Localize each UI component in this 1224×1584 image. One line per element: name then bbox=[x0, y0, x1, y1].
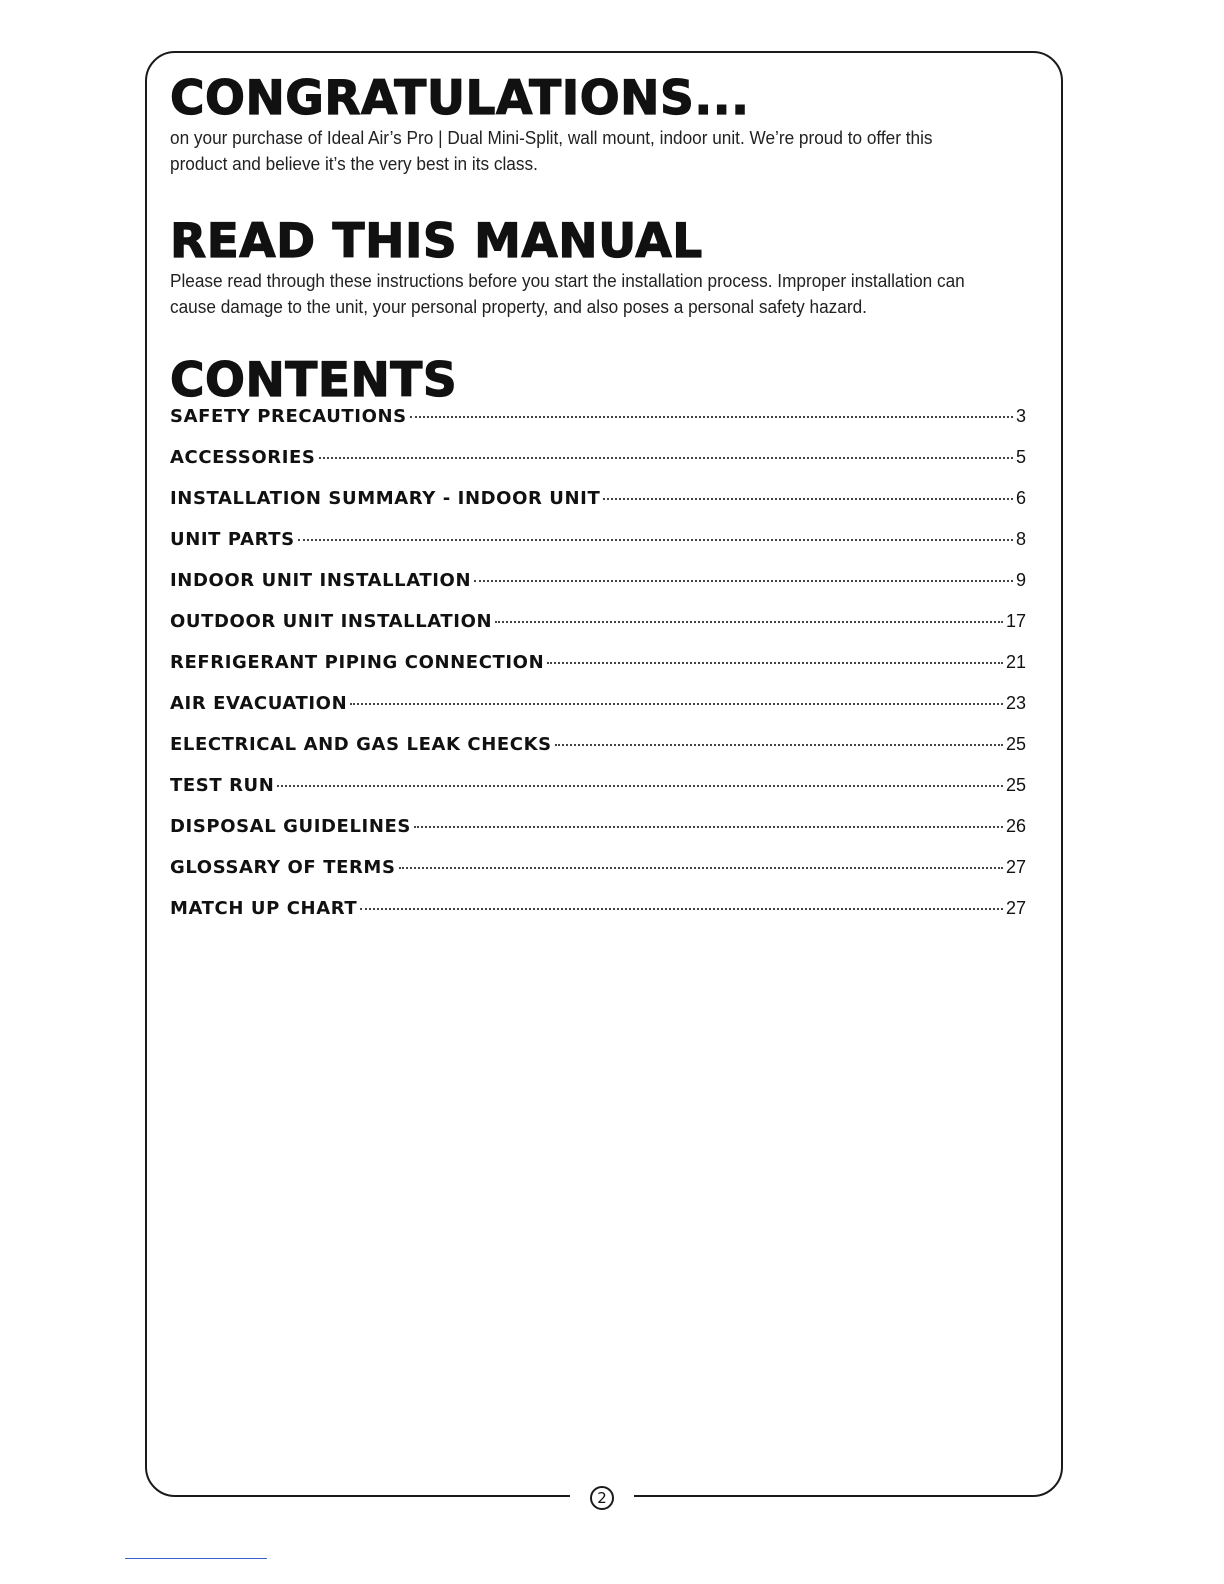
dot-leader bbox=[277, 785, 1003, 787]
toc-entry-safety-precautions[interactable] bbox=[170, 406, 1026, 447]
toc-entry-glossary-of-terms[interactable] bbox=[170, 857, 1026, 898]
congratulations-text bbox=[170, 125, 1026, 177]
toc-entry-page: 6 bbox=[1015, 488, 1026, 508]
toc-entry-title: REFRIGERANT PIPING CONNECTION bbox=[170, 652, 545, 673]
read-manual-text bbox=[170, 268, 1026, 320]
dot-leader bbox=[495, 621, 1003, 623]
toc-entry-title: ACCESSORIES bbox=[170, 447, 316, 468]
toc-entry-title: GLOSSARY OF TERMS bbox=[170, 857, 396, 878]
page-content bbox=[170, 71, 1026, 939]
dot-leader bbox=[298, 539, 1013, 541]
toc-entry-page: 23 bbox=[1005, 693, 1026, 713]
toc-entry-accessories[interactable] bbox=[170, 447, 1026, 488]
toc-entry-indoor-unit-installation[interactable] bbox=[170, 570, 1026, 611]
toc-entry-page: 8 bbox=[1015, 529, 1026, 549]
toc-entry-page: 27 bbox=[1005, 898, 1026, 918]
dot-leader bbox=[555, 744, 1003, 746]
contents-heading: CONTENTS bbox=[170, 353, 458, 408]
toc-entry-air-evacuation[interactable] bbox=[170, 693, 1026, 734]
toc-entry-disposal-guidelines[interactable] bbox=[170, 816, 1026, 857]
toc-entry-page: 21 bbox=[1005, 652, 1026, 672]
toc-entry-electrical-gas-leak[interactable] bbox=[170, 734, 1026, 775]
page-number-badge bbox=[570, 1480, 634, 1516]
congratulations-heading: CONGRATULATIONS... bbox=[170, 71, 750, 126]
toc-entry-page: 26 bbox=[1005, 816, 1026, 836]
toc-entry-title: SAFETY PRECAUTIONS bbox=[170, 406, 407, 427]
dot-leader bbox=[399, 867, 1003, 869]
toc-entry-title: UNIT PARTS bbox=[170, 529, 295, 550]
dot-leader bbox=[360, 908, 1003, 910]
toc-entry-unit-parts[interactable] bbox=[170, 529, 1026, 570]
toc-entry-title: MATCH UP CHART bbox=[170, 898, 358, 919]
toc-entry-page: 25 bbox=[1005, 775, 1026, 795]
toc-entry-page: 25 bbox=[1005, 734, 1026, 754]
read-manual-heading: READ THIS MANUAL bbox=[170, 214, 703, 269]
toc-entry-title: AIR EVACUATION bbox=[170, 693, 348, 714]
toc-entry-title: TEST RUN bbox=[170, 775, 275, 796]
toc-entry-installation-summary[interactable] bbox=[170, 488, 1026, 529]
dot-leader bbox=[414, 826, 1003, 828]
page-number: 2 bbox=[590, 1486, 614, 1510]
toc-entry-page: 17 bbox=[1005, 611, 1026, 631]
toc-entry-title: ELECTRICAL AND GAS LEAK CHECKS bbox=[170, 734, 552, 755]
toc-entry-match-up-chart[interactable] bbox=[170, 898, 1026, 939]
toc-entry-title: DISPOSAL GUIDELINES bbox=[170, 816, 411, 837]
toc-entry-page: 9 bbox=[1015, 570, 1026, 590]
read-manual-text-line1: Please read through these instructions before you start the installation process. Improper installation can bbox=[170, 270, 965, 291]
dot-leader bbox=[474, 580, 1013, 582]
dot-leader bbox=[603, 498, 1013, 500]
read-manual-text-line2: cause damage to the unit, your personal property, and also poses a personal safety hazard. bbox=[170, 296, 867, 317]
toc-entry-page: 27 bbox=[1005, 857, 1026, 877]
toc-entry-title: INSTALLATION SUMMARY - INDOOR UNIT bbox=[170, 488, 601, 509]
congratulations-text-line1: on your purchase of Ideal Air’s Pro | Dual Mini-Split, wall mount, indoor unit. We’re proud to offer this bbox=[170, 127, 933, 148]
table-of-contents bbox=[170, 406, 1026, 939]
toc-entry-outdoor-unit-installation[interactable] bbox=[170, 611, 1026, 652]
toc-entry-title: INDOOR UNIT INSTALLATION bbox=[170, 570, 472, 591]
congratulations-text-line2: product and believe it’s the very best in its class. bbox=[170, 153, 538, 174]
dot-leader bbox=[410, 416, 1013, 418]
toc-entry-title: OUTDOOR UNIT INSTALLATION bbox=[170, 611, 493, 632]
toc-entry-refrigerant-piping[interactable] bbox=[170, 652, 1026, 693]
dot-leader bbox=[319, 457, 1013, 459]
bottom-divider-line bbox=[125, 1558, 267, 1559]
dot-leader bbox=[547, 662, 1003, 664]
toc-entry-page: 3 bbox=[1015, 406, 1026, 426]
toc-entry-page: 5 bbox=[1015, 447, 1026, 467]
dot-leader bbox=[350, 703, 1003, 705]
toc-entry-test-run[interactable] bbox=[170, 775, 1026, 816]
